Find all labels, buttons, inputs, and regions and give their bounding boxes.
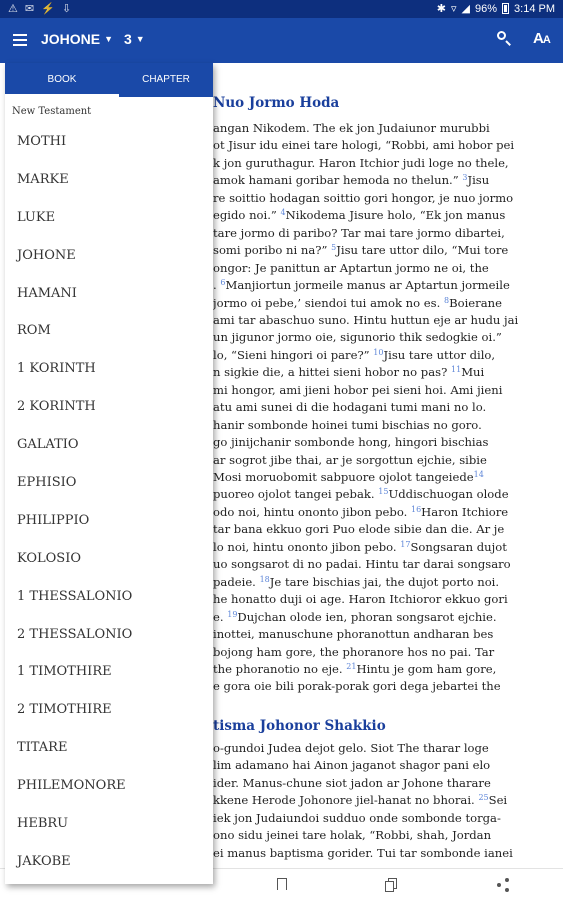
text-line xyxy=(213,470,484,484)
book-item[interactable]: LUKE xyxy=(17,209,56,225)
signal-icon: ◢ xyxy=(461,3,470,15)
text-line xyxy=(213,121,490,135)
line-text: ot Jisur idu einei tare hologi, “Robbi, ami hobor pei xyxy=(213,138,515,153)
text-line xyxy=(213,173,489,187)
text-line xyxy=(213,741,489,755)
line-text: Jisu tare uttor dilo, xyxy=(383,347,496,362)
text-line xyxy=(213,828,491,842)
line-text: atu ami sunei di die hodagani tumi mani no lo. xyxy=(213,400,487,415)
line-text: Je tare bischias jai, the dujot porto noi. xyxy=(269,574,500,589)
text-line xyxy=(213,400,486,414)
book-item[interactable]: 1 THESSALONIO xyxy=(17,588,133,604)
text-line xyxy=(213,540,507,554)
line-text: k jon guruthagur. Haron Itchior judi loge no thele, xyxy=(213,155,509,170)
line-text: padeie. xyxy=(213,574,260,589)
book-item[interactable]: MARKE xyxy=(17,171,69,187)
battery-icon xyxy=(502,3,509,14)
status-right xyxy=(437,2,555,15)
line-text: odo noi, hintu ononto jibon pebo. xyxy=(213,504,411,519)
line-text: lo, “Sieni hingori oi pare?” xyxy=(213,347,374,362)
verse-number: 3 xyxy=(462,173,468,183)
hamburger-menu-icon[interactable] xyxy=(13,34,27,46)
line-text: Songsaran dujot xyxy=(410,539,507,554)
verse-number: 5 xyxy=(331,243,337,253)
section-label: New Testament xyxy=(12,106,92,117)
text-line xyxy=(213,243,508,257)
text-line xyxy=(213,758,490,772)
text-line xyxy=(213,278,510,292)
search-icon[interactable] xyxy=(496,30,514,48)
verse-number: 10 xyxy=(373,347,384,357)
book-item[interactable]: PHILEMONORE xyxy=(17,778,126,794)
line-text: he honatto duji oi age. Haron Itchioror ekkuo gori xyxy=(213,592,508,607)
chapter-number: 3 xyxy=(124,31,132,47)
line-text: un jigunor jormo oie, sigunorio thik sedogkie oi.” xyxy=(213,330,502,345)
chapter-selector[interactable] xyxy=(124,31,145,47)
app-bar xyxy=(0,18,563,63)
text-line xyxy=(213,348,495,362)
line-text: uo songsarot di no padai. Hintu tar darai songsaro xyxy=(213,557,511,572)
verse-number: 21 xyxy=(346,661,357,671)
text-size-icon[interactable]: AA xyxy=(533,30,550,47)
book-item[interactable]: 2 THESSALONIO xyxy=(17,626,133,642)
text-line xyxy=(213,313,518,327)
line-text: ono sidu jeinei tare holak, “Robbi, shah, Jordan xyxy=(213,828,492,843)
line-text: hanir sombonde hoinei tumi bischias no goro. xyxy=(213,417,482,432)
book-item[interactable]: HAMANI xyxy=(17,285,77,301)
text-line xyxy=(213,138,514,152)
line-text: Jisu xyxy=(467,173,490,188)
book-item[interactable]: TITARE xyxy=(17,740,68,756)
text-line xyxy=(213,522,504,536)
verse-number: 11 xyxy=(451,365,462,375)
bookmark-icon[interactable] xyxy=(275,878,289,892)
line-text: angan Nikodem. The ek jon Judaiunor murubbi xyxy=(213,121,490,135)
book-item[interactable]: 1 TIMOTHIRE xyxy=(17,664,112,680)
caret-down-icon: ▼ xyxy=(104,34,114,44)
line-text: . xyxy=(213,278,221,293)
text-line xyxy=(213,383,502,397)
line-text: Jisu tare uttor dilo, “Mui tore xyxy=(336,243,509,258)
text-line xyxy=(213,296,502,310)
book-selector[interactable] xyxy=(41,31,113,47)
book-item[interactable]: MOTHI xyxy=(17,134,67,149)
battery-percent: 96% xyxy=(475,2,498,15)
verse-number: 6 xyxy=(220,278,226,288)
text-line xyxy=(213,645,494,659)
share-icon[interactable] xyxy=(496,878,510,892)
text-line xyxy=(213,592,508,606)
section-heading: Nuo Jormo Hoda xyxy=(213,95,340,111)
text-line xyxy=(213,776,491,790)
text-line xyxy=(213,662,496,676)
verse-number: 4 xyxy=(280,208,286,218)
verse-number: 19 xyxy=(227,609,238,619)
book-item[interactable]: 2 TIMOTHIRE xyxy=(17,702,112,718)
line-text: go jinijchanir sombonde hong, hingori bischias xyxy=(213,435,489,450)
line-text: Uddischuogan olode xyxy=(388,487,509,502)
book-item[interactable]: 1 KORINTH xyxy=(17,361,96,377)
line-text: bojong ham gore, the phoranore hos no pai. Tar xyxy=(213,644,495,659)
section-heading: tisma Johonor Shakkio xyxy=(213,718,386,734)
book-drawer xyxy=(5,63,213,884)
text-line xyxy=(213,191,513,205)
line-text: re soittio hodagan soittio gori hongor, je nuo jormo xyxy=(213,190,514,205)
line-text: e. xyxy=(213,609,228,624)
book-item[interactable]: ROM xyxy=(17,323,51,339)
line-text: puoreo ojolot tangei pebak. xyxy=(213,487,379,502)
line-text: ongor: Je panittun ar Aptartun jormo ne oi, the xyxy=(213,260,489,275)
line-text: iek jon Judaiundoi sudduo onde sombonde torga- xyxy=(213,810,501,825)
book-item[interactable]: PHILIPPIO xyxy=(17,512,90,528)
text-line xyxy=(213,435,489,449)
line-text: tare jormo di paribo? Tar mai tare jormo dibartei, xyxy=(213,225,505,240)
line-text: egido noi.” xyxy=(213,208,281,223)
line-text: ider. Manus-chune siot jadon ar Johone tharare xyxy=(213,775,491,790)
line-text: Mui xyxy=(461,365,485,380)
line-text: inottei, manuschune phoranottun andharan bes xyxy=(213,627,494,642)
text-line xyxy=(213,505,508,519)
line-text: o-gundoi Judea dejot gelo. Siot The tharar loge xyxy=(213,741,489,755)
text-line xyxy=(213,330,502,344)
line-text: Haron Itchiore xyxy=(421,504,509,519)
line-text: ar sogrot jibe thai, ar je sorgottun ejchie, sibie xyxy=(213,452,487,467)
text-line xyxy=(213,487,509,501)
line-text: Manjiortun jormeile manus ar Aptartun jormeile xyxy=(225,278,510,293)
line-text: amok hamani goribar hemoda no thelun.” xyxy=(213,173,463,188)
line-text: Boierane xyxy=(449,295,502,310)
line-text: Nikodema Jisure holo, “Ek jon manus xyxy=(285,208,506,223)
book-item[interactable]: JOHONE xyxy=(17,247,76,263)
text-line xyxy=(213,575,499,589)
book-item[interactable]: 2 KORINTH xyxy=(17,399,96,415)
line-text: mi hongor, ami jieni hobor pei sieni hoi. Ami jieni xyxy=(213,382,503,397)
line-text: lo noi, hintu ononto jibon pebo. xyxy=(213,539,401,554)
line-text: ami tar abaschuo suno. Hintu huttun eje ar hudu jai xyxy=(213,312,519,327)
bluetooth-icon: ✱ xyxy=(436,3,446,15)
text-line xyxy=(213,365,484,379)
line-text: kkene Herode Johonore jiel-hanat no bhorai. xyxy=(213,793,479,808)
text-line xyxy=(213,557,511,571)
line-text: Mosi moruobomit sabpuore ojolot tangeiede xyxy=(213,470,474,484)
text-line xyxy=(213,811,501,825)
verse-number: 16 xyxy=(410,504,422,514)
clock: 3:14 PM xyxy=(514,2,555,15)
text-line xyxy=(213,418,482,432)
verse-number: 14 xyxy=(473,470,484,479)
caret-down-icon: ▼ xyxy=(135,34,145,44)
text-line xyxy=(213,226,505,240)
verse-number: 15 xyxy=(378,487,389,497)
verse-number: 17 xyxy=(400,539,411,549)
copy-icon[interactable] xyxy=(385,878,399,892)
book-name: JOHONE xyxy=(41,31,101,47)
notification-icons: ⚠ ✉ ⚡ ⇩ xyxy=(8,3,74,15)
line-text: e gora oie bili porak-porak gori dega jebartei the xyxy=(213,679,501,694)
tab-chapter[interactable]: CHAPTER xyxy=(142,74,190,85)
text-line xyxy=(213,610,497,624)
book-item[interactable]: GALATIO xyxy=(17,437,79,453)
line-text: ei manus baptisma gorider. Tui tar sombonde ianei xyxy=(213,845,513,860)
text-line xyxy=(213,627,493,641)
line-text: tar bana ekkuo gori Puo elode sibie dan die. Ar je xyxy=(213,522,505,537)
line-text: Hintu je gom ham gore, xyxy=(356,661,497,676)
tab-book[interactable]: BOOK xyxy=(5,63,119,97)
book-list xyxy=(5,125,213,883)
line-text: Sei xyxy=(488,793,508,808)
book-item[interactable]: KOLOSIO xyxy=(17,550,82,566)
text-line xyxy=(213,846,513,860)
line-text: lim adamano hai Ainon jaganot shagor pani elo xyxy=(213,758,491,773)
line-text: the phoranotio no eje. xyxy=(213,661,347,676)
text-line xyxy=(213,453,487,467)
line-text: n sigkie die, a hittei sieni hobor no pas? xyxy=(213,365,451,380)
line-text: somi poribo ni na?” xyxy=(213,243,332,258)
text-line xyxy=(213,208,505,222)
status-bar xyxy=(0,0,563,18)
book-item[interactable]: HEBRU xyxy=(17,816,69,832)
text-line xyxy=(213,793,507,807)
text-line xyxy=(213,261,489,275)
line-text: jormo oi pebe,’ siendoi tui amok no es. xyxy=(213,295,444,310)
drawer-tabs xyxy=(5,63,213,97)
line-text: Dujchan olode ien, phoran songsarot ejchie. xyxy=(237,609,497,624)
book-item[interactable]: JAKOBE xyxy=(17,853,71,869)
verse-number: 8 xyxy=(443,295,450,305)
text-line xyxy=(213,156,509,170)
verse-number: 18 xyxy=(259,574,270,584)
verse-number: 25 xyxy=(478,793,489,803)
wifi-icon: ▿ xyxy=(451,3,457,15)
book-item[interactable]: EPHISIO xyxy=(17,475,77,491)
text-line xyxy=(213,679,501,693)
